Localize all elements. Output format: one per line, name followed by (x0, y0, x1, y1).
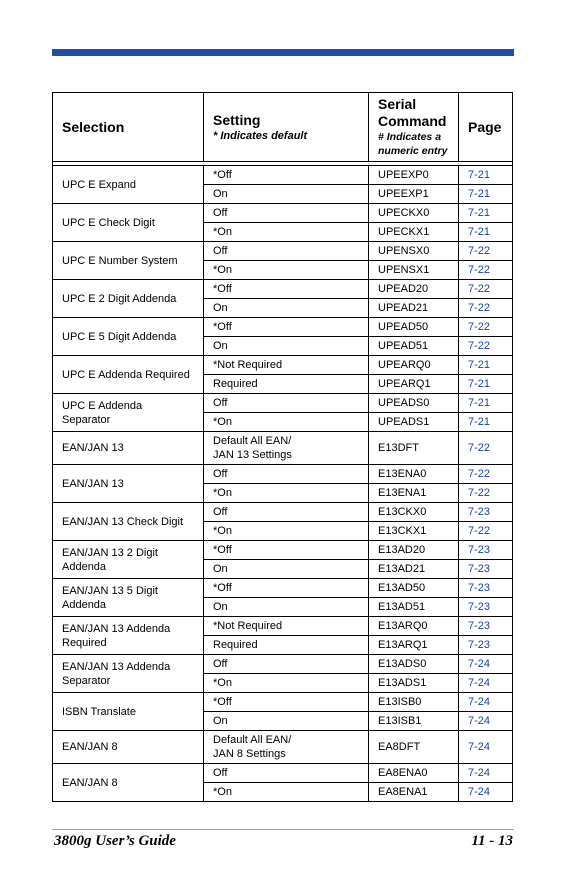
setting-cell: Required (204, 636, 369, 655)
guide-title: 3800g User’s Guide (54, 833, 176, 849)
table-header-row (53, 93, 513, 162)
command-cell: E13ADS1 (369, 674, 459, 693)
table-row (53, 617, 513, 636)
selection-cell: UPC E Number System (53, 242, 204, 280)
header-selection: Selection (53, 93, 204, 162)
selection-cell: UPC E Addenda Required (53, 356, 204, 394)
table-row (53, 503, 513, 522)
setting-cell: *Off (204, 541, 369, 560)
table-row (53, 432, 513, 465)
command-cell: UPEARQ1 (369, 375, 459, 394)
selection-cell: EAN/JAN 13 2 Digit Addenda (53, 541, 204, 579)
page-link[interactable]: 7-21 (459, 166, 513, 185)
table-row (53, 541, 513, 560)
setting-cell: *Off (204, 280, 369, 299)
page-link[interactable]: 7-21 (459, 223, 513, 242)
page-link[interactable]: 7-22 (459, 522, 513, 541)
setting-cell: *Not Required (204, 617, 369, 636)
command-cell: E13ENA0 (369, 465, 459, 484)
command-cell: UPENSX1 (369, 261, 459, 280)
header-serial-command: Serial Command # Indicates a numeric entry (369, 93, 459, 162)
command-cell: E13ISB0 (369, 693, 459, 712)
page-link[interactable]: 7-23 (459, 503, 513, 522)
command-cell: E13ISB1 (369, 712, 459, 731)
command-cell: E13ADS0 (369, 655, 459, 674)
command-cell: E13AD50 (369, 579, 459, 598)
page-link[interactable]: 7-23 (459, 541, 513, 560)
page-link[interactable]: 7-22 (459, 261, 513, 280)
page-link[interactable]: 7-23 (459, 617, 513, 636)
command-cell: UPEARQ0 (369, 356, 459, 375)
page-link[interactable]: 7-21 (459, 204, 513, 223)
selection-cell: EAN/JAN 13 Addenda Required (53, 617, 204, 655)
selection-cell: UPC E 2 Digit Addenda (53, 280, 204, 318)
setting-cell: Off (204, 242, 369, 261)
command-cell: E13ARQ0 (369, 617, 459, 636)
header-page: Page (459, 93, 513, 162)
page-link[interactable]: 7-24 (459, 655, 513, 674)
page-link[interactable]: 7-21 (459, 356, 513, 375)
selection-cell: EAN/JAN 13 (53, 432, 204, 465)
page-link[interactable]: 7-23 (459, 579, 513, 598)
setting-cell: *On (204, 522, 369, 541)
table-row (53, 465, 513, 484)
setting-cell: On (204, 185, 369, 204)
setting-cell: *Off (204, 579, 369, 598)
page-link[interactable]: 7-21 (459, 375, 513, 394)
setting-cell: On (204, 712, 369, 731)
page-link[interactable]: 7-23 (459, 636, 513, 655)
page-link[interactable]: 7-22 (459, 299, 513, 318)
setting-cell: *Off (204, 166, 369, 185)
selection-cell: EAN/JAN 13 Addenda Separator (53, 655, 204, 693)
setting-cell: *On (204, 261, 369, 280)
page-link[interactable]: 7-22 (459, 465, 513, 484)
setting-cell: *Off (204, 693, 369, 712)
command-cell: E13AD21 (369, 560, 459, 579)
command-cell: UPENSX0 (369, 242, 459, 261)
command-cell: UPEADS1 (369, 413, 459, 432)
page-link[interactable]: 7-22 (459, 484, 513, 503)
command-cell: UPEAD20 (369, 280, 459, 299)
selection-cell: UPC E Expand (53, 166, 204, 204)
page-link[interactable]: 7-23 (459, 598, 513, 617)
table-row (53, 166, 513, 185)
setting-cell: Off (204, 465, 369, 484)
header-rule (52, 49, 514, 56)
page-link[interactable]: 7-24 (459, 693, 513, 712)
setting-cell: *On (204, 413, 369, 432)
setting-cell: On (204, 337, 369, 356)
page-link[interactable]: 7-24 (459, 783, 513, 802)
setting-cell: Default All EAN/ JAN 13 Settings (204, 432, 369, 465)
page-link[interactable]: 7-21 (459, 185, 513, 204)
setting-cell: *Not Required (204, 356, 369, 375)
command-cell: E13CKX0 (369, 503, 459, 522)
table-row (53, 394, 513, 413)
setting-cell: *On (204, 223, 369, 242)
page-link[interactable]: 7-22 (459, 318, 513, 337)
selection-cell: EAN/JAN 8 (53, 731, 204, 764)
page-link[interactable]: 7-22 (459, 337, 513, 356)
page-link[interactable]: 7-24 (459, 731, 513, 764)
setting-cell: Required (204, 375, 369, 394)
selection-cell: EAN/JAN 8 (53, 764, 204, 802)
command-cell: E13ARQ1 (369, 636, 459, 655)
selection-cell: UPC E Addenda Separator (53, 394, 204, 432)
command-cell: E13DFT (369, 432, 459, 465)
command-cell: UPECKX1 (369, 223, 459, 242)
serial-command-table (52, 92, 513, 802)
command-cell: E13AD51 (369, 598, 459, 617)
command-cell: UPEEXP1 (369, 185, 459, 204)
setting-cell: On (204, 560, 369, 579)
footer-rule (52, 829, 514, 830)
table-row (53, 204, 513, 223)
command-cell: UPEEXP0 (369, 166, 459, 185)
table-row (53, 318, 513, 337)
page-link[interactable]: 7-24 (459, 712, 513, 731)
setting-cell: On (204, 299, 369, 318)
selection-cell: UPC E Check Digit (53, 204, 204, 242)
command-cell: UPEAD51 (369, 337, 459, 356)
page-link[interactable]: 7-21 (459, 413, 513, 432)
table-row (53, 731, 513, 764)
command-cell: E13ENA1 (369, 484, 459, 503)
selection-cell: UPC E 5 Digit Addenda (53, 318, 204, 356)
page-number: 11 - 13 (471, 833, 513, 849)
table-row (53, 356, 513, 375)
command-cell: EA8ENA0 (369, 764, 459, 783)
command-cell: E13AD20 (369, 541, 459, 560)
header-setting: Setting * Indicates default (204, 93, 369, 162)
page-link[interactable]: 7-22 (459, 432, 513, 465)
setting-cell: *On (204, 484, 369, 503)
setting-cell: *On (204, 783, 369, 802)
selection-cell: ISBN Translate (53, 693, 204, 731)
setting-cell: Off (204, 503, 369, 522)
command-cell: E13CKX1 (369, 522, 459, 541)
command-cell: UPEAD21 (369, 299, 459, 318)
command-cell: UPEADS0 (369, 394, 459, 413)
table-row (53, 764, 513, 783)
setting-cell: Off (204, 655, 369, 674)
command-cell: EA8ENA1 (369, 783, 459, 802)
command-cell: UPEAD50 (369, 318, 459, 337)
setting-cell: Off (204, 204, 369, 223)
selection-cell: EAN/JAN 13 Check Digit (53, 503, 204, 541)
setting-cell: On (204, 598, 369, 617)
table-row (53, 579, 513, 598)
setting-cell: *On (204, 674, 369, 693)
table-row (53, 242, 513, 261)
selection-cell: EAN/JAN 13 5 Digit Addenda (53, 579, 204, 617)
setting-cell: *Off (204, 318, 369, 337)
setting-cell: Off (204, 394, 369, 413)
page-link[interactable]: 7-24 (459, 674, 513, 693)
table-row (53, 655, 513, 674)
page-link[interactable]: 7-22 (459, 242, 513, 261)
page-link[interactable]: 7-24 (459, 764, 513, 783)
page-link[interactable]: 7-21 (459, 394, 513, 413)
setting-cell: Off (204, 764, 369, 783)
table-row (53, 693, 513, 712)
page-link[interactable]: 7-23 (459, 560, 513, 579)
setting-cell: Default All EAN/ JAN 8 Settings (204, 731, 369, 764)
table-row (53, 280, 513, 299)
command-cell: EA8DFT (369, 731, 459, 764)
command-cell: UPECKX0 (369, 204, 459, 223)
selection-cell: EAN/JAN 13 (53, 465, 204, 503)
page-link[interactable]: 7-22 (459, 280, 513, 299)
